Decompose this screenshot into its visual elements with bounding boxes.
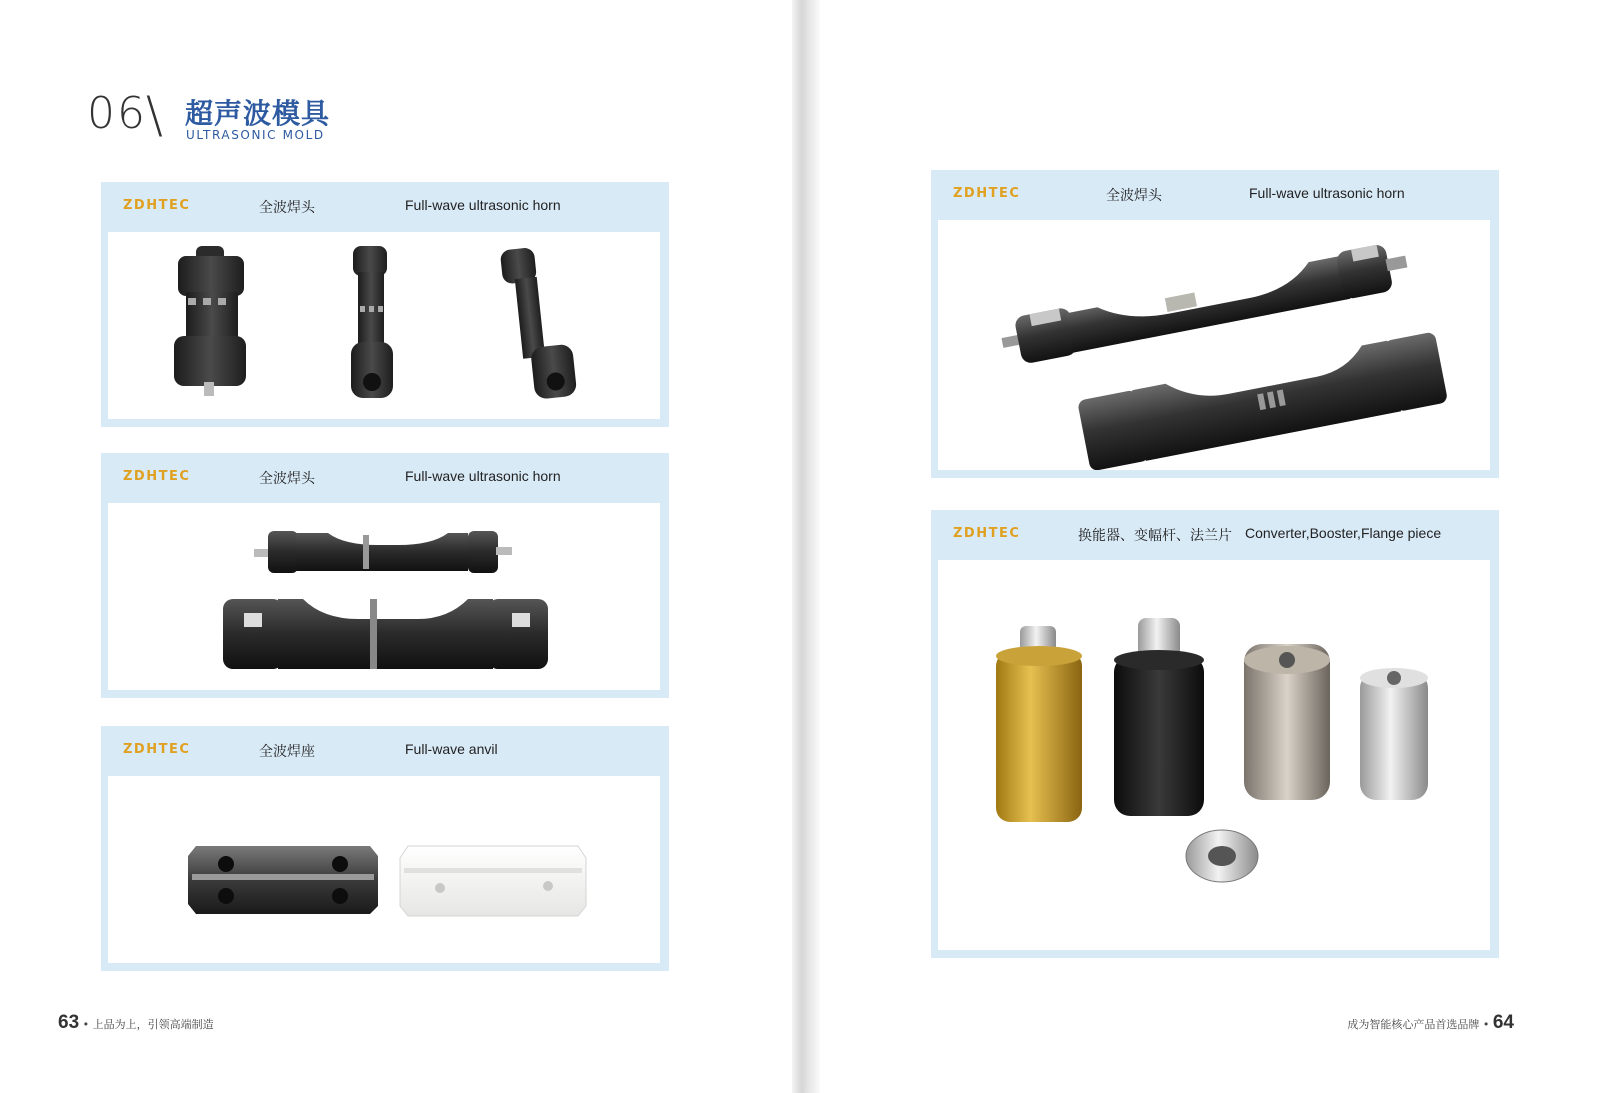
section-slash: \: [146, 86, 163, 144]
panel-title-cn: 全波焊头: [1106, 188, 1162, 204]
steel-anvil: [188, 846, 378, 914]
product-image-area: [938, 220, 1490, 470]
brand-logo: ZDHTEC: [123, 469, 191, 484]
panel-title-en: Full-wave ultrasonic horn: [1249, 185, 1405, 201]
horn-small: [254, 531, 512, 573]
panel-header: [101, 726, 669, 776]
panel-title-cn: 换能器、变幅杆、法兰片: [1078, 528, 1232, 544]
brand-logo: ZDHTEC: [953, 186, 1021, 201]
white-anvil: [400, 846, 586, 916]
product-image-area: [108, 503, 660, 690]
brand-logo: ZDHTEC: [123, 742, 191, 757]
section-number: 06: [87, 88, 147, 139]
horn-image-set: [108, 503, 660, 690]
horn-large: [223, 599, 548, 669]
flange-piece: [1186, 830, 1258, 882]
panel-horn-1: [101, 182, 669, 427]
panel-horn-2: [101, 453, 669, 698]
converter-black: [1114, 618, 1204, 816]
panel-header: [931, 170, 1499, 220]
booster-aluminum: [1360, 668, 1428, 800]
converter-image-set: [938, 560, 1490, 950]
product-image-area: [938, 560, 1490, 950]
panel-header: [101, 182, 669, 232]
product-image-area: [108, 232, 660, 419]
page-number-right: 64: [1492, 1012, 1514, 1033]
page-number-left: 63: [58, 1012, 80, 1033]
panel-title-cn: 全波焊头: [259, 471, 315, 487]
panel-title-en: Full-wave ultrasonic horn: [405, 468, 561, 484]
panel-title-en: Converter,Booster,Flange piece: [1245, 525, 1442, 541]
horn-front-view: [174, 246, 246, 396]
panel-header: [931, 510, 1499, 560]
horn-lower: [1077, 331, 1448, 470]
section-title-cn: 超声波模具: [185, 97, 331, 130]
horn-angled-view: [500, 244, 578, 402]
horn-upper: [998, 240, 1412, 368]
footer-slogan-left: • 上品为上，引领高端制造: [82, 1018, 214, 1031]
horn-side-view: [351, 246, 393, 398]
footer-right: [1347, 1012, 1514, 1034]
product-image-area: [108, 776, 660, 963]
panel-anvil: [101, 726, 669, 971]
brand-logo: ZDHTEC: [953, 526, 1021, 541]
brand-logo: ZDHTEC: [123, 198, 191, 213]
panel-title-en: Full-wave anvil: [405, 741, 498, 757]
footer-left: [58, 1012, 214, 1034]
book-spine: [792, 0, 820, 1093]
converter-gold: [996, 626, 1082, 822]
panel-horn-3: [931, 170, 1499, 478]
panel-title-cn: 全波焊头: [259, 200, 315, 216]
panel-converter: [931, 510, 1499, 958]
booster-titanium: [1244, 644, 1330, 800]
section-title-en: ULTRASONIC MOLD: [186, 128, 325, 142]
panel-title-cn: 全波焊座: [259, 744, 315, 760]
footer-slogan-right: 成为智能核心产品首选品牌 •: [1347, 1018, 1490, 1031]
horn-image-set: [108, 232, 660, 419]
panel-title-en: Full-wave ultrasonic horn: [405, 197, 561, 213]
panel-header: [101, 453, 669, 503]
horn-image-pair: [938, 220, 1490, 470]
anvil-image-set: [108, 776, 660, 963]
